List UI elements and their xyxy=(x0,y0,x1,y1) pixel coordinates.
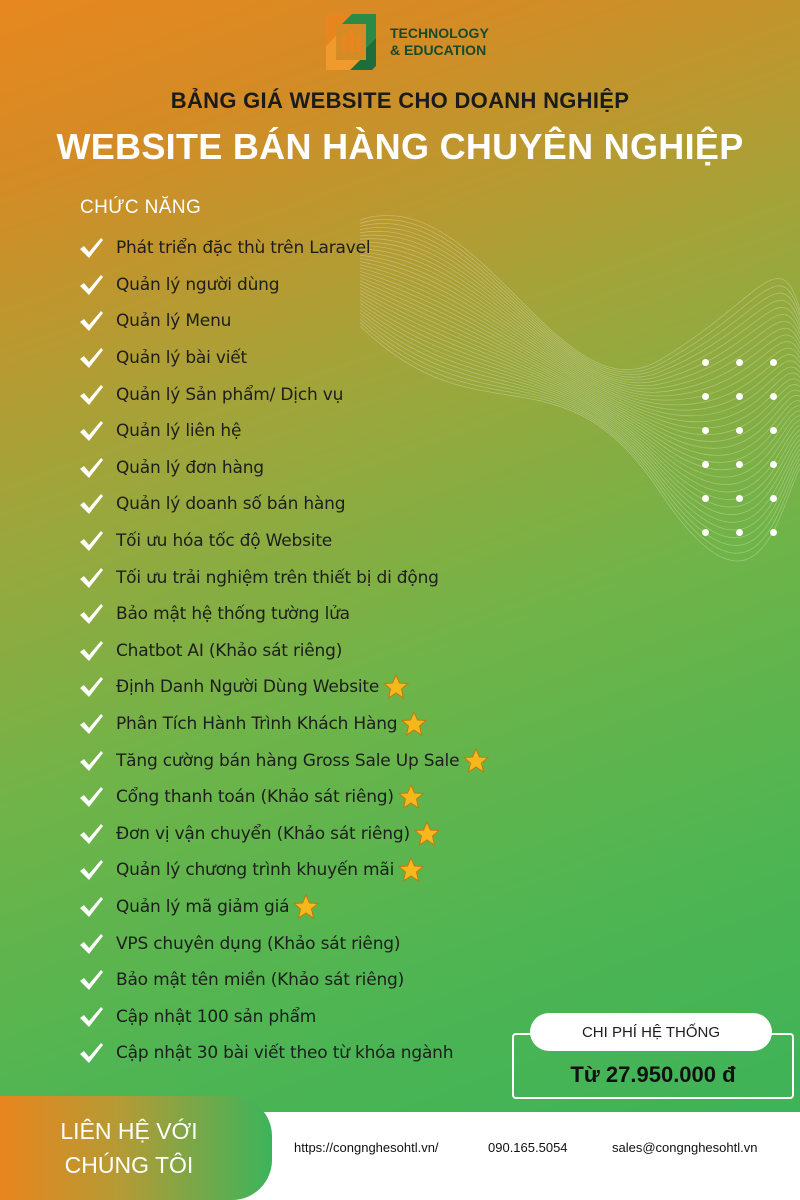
contact-line-1: LIÊN HỆ VỚI xyxy=(60,1118,198,1144)
decorative-dot xyxy=(702,427,709,434)
check-icon xyxy=(78,968,104,992)
dot-grid-decoration xyxy=(693,350,793,550)
star-icon xyxy=(401,711,427,737)
contact-badge[interactable] xyxy=(0,1096,272,1200)
check-icon xyxy=(78,822,104,846)
check-icon xyxy=(78,749,104,773)
feature-label: Quản lý doanh số bán hàng xyxy=(116,494,346,515)
feature-item xyxy=(78,889,548,926)
feature-item xyxy=(78,669,548,706)
feature-label: Quản lý người dùng xyxy=(116,274,280,295)
decorative-dot xyxy=(702,529,709,536)
price-label: CHI PHÍ HỆ THỐNG xyxy=(530,1013,772,1051)
check-icon xyxy=(78,895,104,919)
check-icon xyxy=(78,419,104,443)
check-icon xyxy=(78,712,104,736)
feature-item xyxy=(78,523,548,560)
features-heading: CHỨC NĂNG xyxy=(80,197,202,218)
decorative-dot xyxy=(770,359,777,366)
website-link[interactable]: https://congnghesohtl.vn/ xyxy=(294,1140,439,1155)
feature-label: Quản lý đơn hàng xyxy=(116,457,264,478)
check-icon xyxy=(78,566,104,590)
feature-item xyxy=(78,376,548,413)
phone-number[interactable]: 090.165.5054 xyxy=(488,1140,568,1155)
feature-label: Định Danh Người Dùng Website xyxy=(116,677,380,698)
feature-item xyxy=(78,998,548,1035)
feature-label: Tối ưu hóa tốc độ Website xyxy=(116,531,333,552)
feature-label: Phát triển đặc thù trên Laravel xyxy=(116,238,371,259)
feature-label: Tối ưu trải nghiệm trên thiết bị di động xyxy=(116,567,439,588)
decorative-dot xyxy=(702,393,709,400)
logo-mark-icon xyxy=(318,10,384,74)
check-icon xyxy=(78,492,104,516)
check-icon xyxy=(78,1041,104,1065)
feature-item xyxy=(78,816,548,853)
feature-label: Quản lý Sản phẩm/ Dịch vụ xyxy=(116,384,344,405)
check-icon xyxy=(78,639,104,663)
decorative-dot xyxy=(702,359,709,366)
check-icon xyxy=(78,383,104,407)
contact-line-2: CHÚNG TÔI xyxy=(64,1152,194,1178)
check-icon xyxy=(78,309,104,333)
star-icon xyxy=(398,784,424,810)
feature-item xyxy=(78,303,548,340)
feature-list xyxy=(78,230,548,1072)
feature-label: Đơn vị vận chuyển (Khảo sát riêng) xyxy=(116,823,410,844)
decorative-dot xyxy=(702,461,709,468)
feature-item xyxy=(78,742,548,779)
check-icon xyxy=(78,785,104,809)
feature-item xyxy=(78,450,548,487)
star-icon xyxy=(293,894,319,920)
decorative-dot xyxy=(736,359,743,366)
feature-item xyxy=(78,925,548,962)
email-link[interactable]: sales@congnghesohtl.vn xyxy=(612,1140,758,1155)
check-icon xyxy=(78,529,104,553)
feature-label: Cập nhật 100 sản phẩm xyxy=(116,1006,317,1027)
feature-label: Bảo mật tên miền (Khảo sát riêng) xyxy=(116,970,405,991)
feature-label: Quản lý mã giảm giá xyxy=(116,896,290,917)
decorative-dot xyxy=(702,495,709,502)
brand-line-1: TECHNOLOGY xyxy=(390,25,489,41)
decorative-dot xyxy=(770,393,777,400)
brand-logo xyxy=(318,10,518,74)
feature-label: Bảo mật hệ thống tường lửa xyxy=(116,604,350,625)
feature-label: Quản lý bài viết xyxy=(116,348,247,369)
star-icon xyxy=(383,674,409,700)
feature-item xyxy=(78,559,548,596)
check-icon xyxy=(78,602,104,626)
decorative-dot xyxy=(736,529,743,536)
feature-item xyxy=(78,852,548,889)
feature-label: Cổng thanh toán (Khảo sát riêng) xyxy=(116,787,394,808)
decorative-dot xyxy=(736,495,743,502)
decorative-dot xyxy=(736,393,743,400)
star-icon xyxy=(463,748,489,774)
decorative-dot xyxy=(770,495,777,502)
feature-item xyxy=(78,706,548,743)
check-icon xyxy=(78,675,104,699)
feature-label: Quản lý Menu xyxy=(116,311,232,332)
feature-label: Quản lý liên hệ xyxy=(116,421,242,442)
brand-line-2: & EDUCATION xyxy=(390,42,487,58)
feature-item xyxy=(78,779,548,816)
feature-item xyxy=(78,267,548,304)
check-icon xyxy=(78,858,104,882)
feature-label: Chatbot AI (Khảo sát riêng) xyxy=(116,640,343,661)
feature-label: VPS chuyên dụng (Khảo sát riêng) xyxy=(116,933,401,954)
page-subtitle: BẢNG GIÁ WEBSITE CHO DOANH NGHIỆP xyxy=(170,88,630,113)
feature-item xyxy=(78,962,548,999)
decorative-dot xyxy=(770,427,777,434)
decorative-dot xyxy=(736,461,743,468)
decorative-dot xyxy=(736,427,743,434)
feature-label: Cập nhật 30 bài viết theo từ khóa ngành xyxy=(116,1043,454,1064)
feature-item xyxy=(78,413,548,450)
feature-item xyxy=(78,596,548,633)
star-icon xyxy=(414,821,440,847)
star-icon xyxy=(398,857,424,883)
check-icon xyxy=(78,932,104,956)
feature-item xyxy=(78,230,548,267)
feature-label: Quản lý chương trình khuyến mãi xyxy=(116,860,395,881)
feature-label: Tăng cường bán hàng Gross Sale Up Sale xyxy=(116,750,460,771)
feature-item xyxy=(78,633,548,670)
feature-label: Phân Tích Hành Trình Khách Hàng xyxy=(116,714,398,735)
check-icon xyxy=(78,236,104,260)
feature-item xyxy=(78,486,548,523)
check-icon xyxy=(78,273,104,297)
check-icon xyxy=(78,1005,104,1029)
decorative-dot xyxy=(770,461,777,468)
feature-item xyxy=(78,340,548,377)
check-icon xyxy=(78,456,104,480)
check-icon xyxy=(78,346,104,370)
page-title: WEBSITE BÁN HÀNG CHUYÊN NGHIỆP xyxy=(56,126,744,167)
price-value: Từ 27.950.000 đ xyxy=(570,1062,736,1087)
feature-item xyxy=(78,1035,548,1072)
decorative-dot xyxy=(770,529,777,536)
